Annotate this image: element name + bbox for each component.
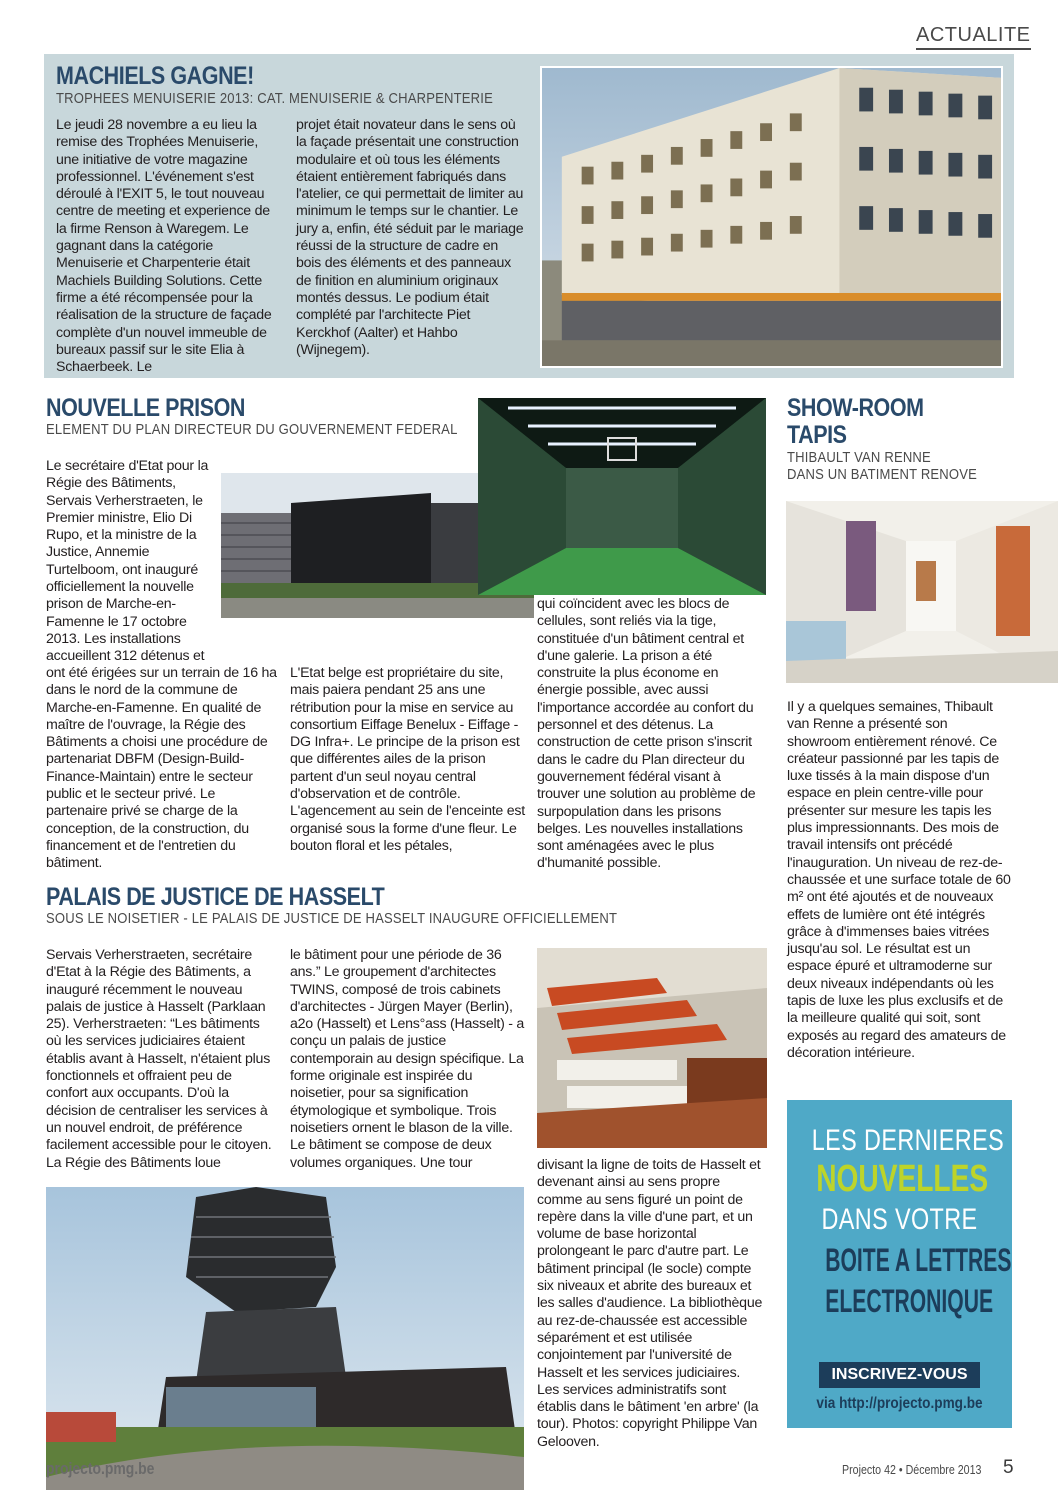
prison-column-2: L'Etat belge est propriétaire du site, mais paiera pendant 25 ans une rétribution pour la mise en service au consortium Eiffage Benelux - Eiffage - DG Infra+. Le principe de la prison est que différentes ailes de la prison partent d'un seul noyau central d'observation et de contrôle. L'agencement au sein de l'enceinte est organisé sous la forme d'une fleur. Le bouton floral et les pétales, bbox=[290, 665, 525, 854]
newsletter-ad[interactable] bbox=[787, 1100, 1012, 1428]
prison-subtitle: ELEMENT DU PLAN DIRECTEUR DU GOUVERNEMENT FEDERAL bbox=[46, 422, 458, 438]
ad-url-link[interactable]: via http://projecto.pmg.be bbox=[816, 1395, 983, 1412]
footer-issue bbox=[842, 1462, 981, 1477]
showroom-title-line-2: TAPIS bbox=[787, 421, 847, 449]
section-label-text: ACTUALITE bbox=[916, 24, 1031, 46]
hasselt-building-photo bbox=[46, 1187, 524, 1490]
prison-gym-photo bbox=[478, 398, 766, 595]
hasselt-column-1: Servais Verherstraeten, secrétaire d'Etat à la Régie des Bâtiments, a inauguré récemment le nouveau palais de justice à Hasselt (Parklaan 25). Verherstraeten: “Les bâtiments où les services judiciaires étaient établis avant à Hasselt, n'étaient plus fonctionnels et offraient peu de confort aux occupants. D'où la décision de centraliser les services à un nouvel endroit, de préférence facilement accessible pour le citoyen. La Régie des Bâtiments loue bbox=[46, 947, 272, 1171]
machiels-subtitle: TROPHEES MENUISERIE 2013: CAT. MENUISERIE & CHARPENTERIE bbox=[56, 91, 493, 107]
footer-site-link[interactable]: projecto.pmg.be bbox=[46, 1459, 155, 1478]
machiels-column-1: Le jeudi 28 novembre a eu lieu la remise des Trophées Menuiserie, une initiative de votre magazine professionnel. L'événement s'est déroulé à l'EXIT 5, le tout nouveau centre de meeting et experience de la firme Renson à Waregem. Le gagnant dans la catégorie Menuiserie et Charpenterie était Machiels Building Solutions. Cette firme a été récompensée pour la réalisation de la structure de façade complète d'un nouvel immeuble de bureaux passif sur le site Elia à Schaerbeek. Le bbox=[56, 117, 272, 376]
ad-line-5: ELECTRONIQUE bbox=[825, 1283, 994, 1319]
section-label bbox=[916, 24, 1031, 50]
ad-line-3: DANS VOTRE bbox=[821, 1203, 978, 1236]
showroom-title-line-1: SHOW-ROOM bbox=[787, 394, 924, 422]
page-number: 5 bbox=[1003, 1457, 1014, 1478]
machiels-column-2: projet était novateur dans le sens où la façade présentait une construction modulaire et où tous les éléments étaient entièrement fabriqués dans l'atelier, ce qui permettait de limiter au minimum le temps sur le chantier. Le jury a, enfin, été séduit par le mariage réussi de la structure de cadre en bois des éléments et des panneaux de finition en aluminium originaux montés dessus. Le podium était complété par l'architecte Piet Kerckhof (Aalter) et Hahbo (Wijnegem). bbox=[296, 117, 524, 358]
footer-issue-text: Projecto 42 • Décembre 2013 bbox=[842, 1462, 982, 1477]
prison-title: NOUVELLE PRISON bbox=[46, 394, 246, 422]
hasselt-column-3: divisant la ligne de toits de Hasselt et devenant ainsi au sens propre comme au sens figuré un point de repère dans la ville d'une part, et un volume de base horizontal prolongeant le parc d'autre part. Le bâtiment principal (le socle) compte six niveaux et abrite des bureaux et les salles d'audience. La bibliothèque au rez-de-chaussée est accessible séparément et est utilisée conjointement par l'université de Hasselt et les services judiciaires. Les services administratifs sont établis dans le bâtiment 'en arbre' (la tour). Photos: copyright Philippe Van Gelooven. bbox=[537, 1157, 763, 1450]
prison-column-1-bottom: ont été érigées sur un terrain de 16 ha dans le nord de la commune de Marche-en-Famenne. En qualité de maître de l'ouvrage, la Régie des Bâtiments a choisi une procédure de partenariat DBFM (Design-Build-Finance-Maintain) entre le secteur public et le secteur privé. Le partenaire privé se charge de la conception, de la construction, du financement et de l'entretien du bâtiment. bbox=[46, 665, 277, 872]
hasselt-title: PALAIS DE JUSTICE DE HASSELT bbox=[46, 883, 385, 911]
showroom-photo bbox=[786, 501, 1058, 683]
ad-subscribe-button[interactable]: INSCRIVEZ-VOUS bbox=[819, 1362, 980, 1388]
machiels-title: MACHIELS GAGNE! bbox=[56, 62, 254, 90]
prison-column-1-top: Le secrétaire d'Etat pour la Régie des Bâtiments, Servais Verherstraeten, le Premier ministre, Elio Di Rupo, et la ministre de la Justice, Annemie Turtelboom, ont inauguré officiellement la nouvelle prison de Marche-en-Famenne le 17 octobre 2013. Les installations accueillent 312 détenus et bbox=[46, 458, 209, 665]
showroom-body: Il y a quelques semaines, Thibault van Renne a présenté son showroom entièrement rénové. Ce créateur passionné par les tapis de luxe tissés à la main dispose d'un espace en plein centre-ville pour présenter sur mesure les tapis les plus impressionnants. Des mois de travail intensifs ont précédé l'inauguration. Un niveau de rez-de-chaussée et une surface totale de 60 m² ont été ajoutés et de nouveaux effets de lumière ont été intégrés grâce à d'immenses baies vitrées jusqu'au sol. Le résultat est un espace épuré et ultramoderne sur deux niveaux indépendants où les tapis de luxe les plus exclusifs et de la meilleure qualité qui soit, sont exposés au regard des amateurs de décoration intérieure. bbox=[787, 699, 1011, 1061]
ad-line-4: BOITE A LETTRES bbox=[825, 1242, 1012, 1278]
hasselt-courtroom-photo bbox=[537, 948, 767, 1148]
prison-column-3: qui coïncident avec les blocs de cellules, sont reliés via la tige, constituée d'un bâtiment central et d'une galerie. La prison a été construite la plus économe en énergie possible, avec aussi l'importance accordée au confort du personnel et des détenus. La construction de cette prison s'inscrit dans le cadre du Plan directeur du gouvernement fédéral visant à trouver une solution au problème de surpopulation dans les prisons belges. Les nouvelles installations sont aménagées avec le plus d'humanité possible. bbox=[537, 596, 756, 872]
ad-line-2: NOUVELLES bbox=[816, 1158, 989, 1200]
hasselt-subtitle: SOUS LE NOISETIER - LE PALAIS DE JUSTICE DE HASSELT INAUGURE OFFICIELLEMENT bbox=[46, 911, 618, 927]
hasselt-column-2: le bâtiment pour une période de 36 ans.” Le groupement d'architectes TWINS, composé de trois cabinets d'architectes - Jürgen Mayer (Berlin), a2o (Hasselt) et Lens°ass (Hasselt) - a conçu un palais de justice contemporain au design spécifique. La forme originale est inspirée du noisetier, pour sa signification étymologique et symbolique. Trois noisetiers ornent le blason de la ville. Le bâtiment se compose de deux volumes organiques. Une tour bbox=[290, 947, 525, 1171]
ad-line-1: LES DERNIERES bbox=[811, 1124, 1005, 1157]
showroom-subtitle-line-2: DANS UN BATIMENT RENOVE bbox=[787, 467, 978, 483]
showroom-subtitle-line-1: THIBAULT VAN RENNE bbox=[787, 450, 931, 466]
machiels-building-photo bbox=[540, 66, 1003, 368]
